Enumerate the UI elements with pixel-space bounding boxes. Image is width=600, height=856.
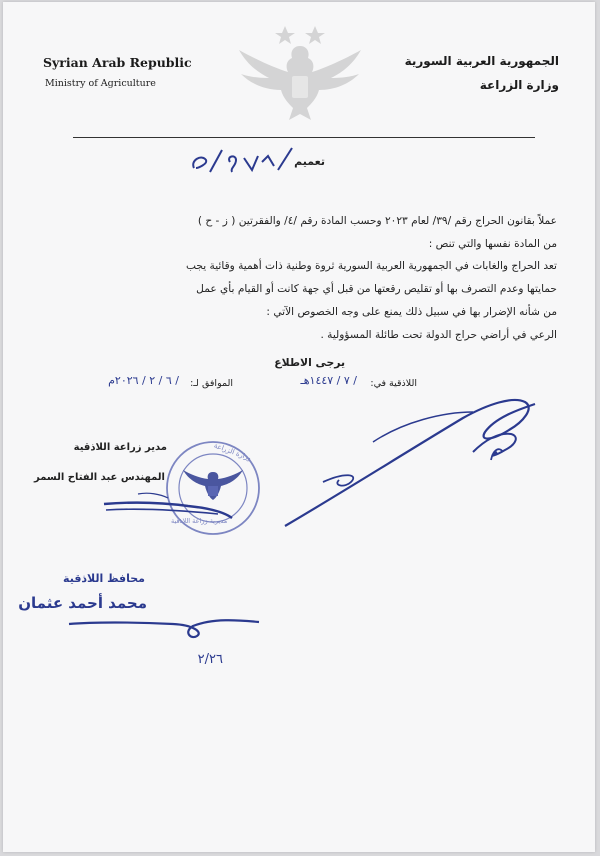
body-line-6: الرعي في أراضي حراج الدولة تحت طائلة المسؤولية . — [320, 329, 557, 341]
arabic-subtitle: وزارة الزراعة — [479, 78, 559, 92]
governor-name: محمد أحمد عثمان — [18, 594, 147, 612]
body-line-2: من المادة نفسها والتي تنص : — [428, 238, 557, 250]
body-line-5: من شأنه الإضرار بها في سبيل ذلك يمنع على وجه الخصوص الآتي : — [266, 306, 557, 318]
stamp-bottom-text: مديرية زراعة اللاذقية — [171, 517, 228, 525]
stamp-top-text: وزارة الزراعة — [212, 441, 253, 463]
director-name: المهندس عبد الفتاح السمر — [34, 472, 165, 483]
header-divider — [73, 137, 535, 138]
director-signature — [98, 484, 238, 524]
handwritten-circular-number — [188, 142, 298, 178]
closing-request: يرجى الاطلاع — [274, 356, 345, 369]
governor-title: محافظ اللاذقية — [63, 572, 145, 585]
arabic-title: الجمهورية العربية السورية — [404, 54, 559, 68]
body-line-3: تعد الحراج والغابات في الجمهورية العربية السورية ثروة وطنية ذات أهمية وقائية يجب — [185, 260, 557, 272]
handwritten-signature-large — [273, 382, 553, 532]
director-title: مدير زراعة اللاذقية — [73, 442, 167, 453]
hijri-date: / ٧ / ١٤٤٧هـ — [300, 374, 357, 387]
body-line-4: حمايتها وعدم التصرف بها أو تقليص رقعتها من قبل أي جهة كانت أو القيام بأي عمل — [196, 283, 557, 295]
circular-label: تعميم — [294, 155, 325, 168]
dateline-agreed: الموافق لـ: — [190, 378, 233, 389]
body-line-1: عملاً بقانون الحراج رقم /٣٩/ لعام ٢٠٢٣ وحسب المادة رقم /٤/ والفقرتين ( ز - ح ) — [197, 215, 557, 227]
dateline-place: اللاذقية في: — [370, 378, 417, 389]
governor-signature — [63, 608, 263, 648]
english-subtitle: Ministry of Agriculture — [45, 78, 156, 89]
english-title: Syrian Arab Republic — [43, 55, 192, 70]
eagle-emblem-icon — [235, 20, 365, 128]
governor-note: ٢/٢٦ — [197, 652, 223, 667]
gregorian-date: / ٦ / ٢ / ٢٠٢٦م — [108, 374, 179, 387]
document-page — [3, 2, 595, 852]
